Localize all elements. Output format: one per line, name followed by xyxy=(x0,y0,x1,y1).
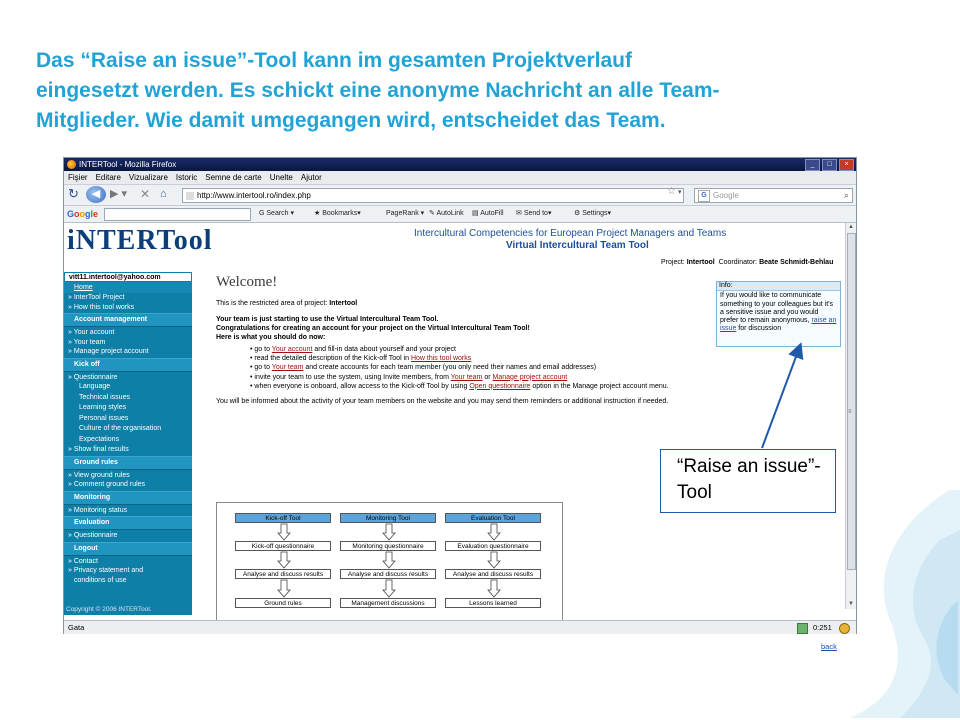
status-time: 0:251 xyxy=(813,623,832,632)
list-item: • when everyone is onboard, allow access to the Kick-off Tool by using Open questionnaire option in the Manage project account menu. xyxy=(250,382,669,390)
status-addon-icon[interactable] xyxy=(797,623,808,634)
toolbar-settings-button[interactable]: ⚙ Settings▾ xyxy=(574,210,612,217)
menu-bookmarks[interactable]: Semne de carte xyxy=(205,173,262,182)
favicon-icon xyxy=(186,192,194,200)
toolbar-bookmarks-button[interactable]: ★ Bookmarks▾ xyxy=(314,210,361,217)
slide-title xyxy=(36,46,936,136)
intro-bold-2: Congratulations for creating an account for your project on the Virtual Intercultural Team Tool! xyxy=(216,325,530,332)
project-line: Project: Intertool Coordinator: Beate Schmidt-Behlau xyxy=(661,259,834,266)
menu-view[interactable]: Vizualizare xyxy=(128,173,168,182)
status-bar xyxy=(64,620,856,634)
bookmark-star-icon[interactable]: ☆ xyxy=(667,186,676,197)
menu-edit[interactable]: Editare xyxy=(95,173,121,182)
sidebar-item-monitoring-status[interactable]: » Monitoring status xyxy=(68,506,128,514)
toolbar-autofill-button[interactable]: ▤ AutoFill xyxy=(472,210,504,217)
sidebar-subitem[interactable]: Culture of the organisation xyxy=(79,425,162,432)
google-search-icon: G xyxy=(698,190,710,202)
flow-step: Ground rules xyxy=(235,598,331,608)
sidebar-item-home[interactable]: Home xyxy=(64,282,192,293)
close-button[interactable]: × xyxy=(839,159,854,171)
scroll-thumb[interactable] xyxy=(847,233,856,570)
menu-help[interactable]: Ajutor xyxy=(300,173,322,182)
browser-titlebar xyxy=(64,158,856,171)
sidebar-head-evaluation: Evaluation xyxy=(64,516,192,530)
toolbar-pagerank: PageRank ▾ xyxy=(386,210,425,217)
sidebar-item-intertool-project[interactable]: » InterTool Project xyxy=(68,294,125,301)
sidebar-subitem[interactable]: Learning styles xyxy=(79,404,127,411)
site-header-line1: Intercultural Competencies for European Project Managers and Teams xyxy=(414,228,727,239)
sidebar-subitem[interactable]: Technical issues xyxy=(79,393,130,401)
window-title: INTERTool - Mozilla Firefox xyxy=(79,160,177,169)
menu-history[interactable]: Istoric xyxy=(175,173,198,182)
search-icon[interactable]: ⌕ xyxy=(843,190,849,200)
scroll-down-icon[interactable]: ▼ xyxy=(848,601,854,607)
url-bar[interactable] xyxy=(182,188,684,203)
minimize-button[interactable]: _ xyxy=(805,159,820,171)
search-input[interactable] xyxy=(694,188,853,203)
flow-step: Analyse and discuss results xyxy=(445,569,541,579)
list-item: • go to Your team and create accounts for each team member (you only need their names and email addresses) xyxy=(250,364,597,372)
informed-text: You will be informed about the activity of your team members on the website and you may send them reminders or additional instruction if needed. xyxy=(216,398,669,406)
window-controls xyxy=(805,159,854,171)
tool-flow-diagram xyxy=(216,502,563,624)
google-toolbar-search[interactable] xyxy=(104,208,251,221)
sidebar-head-kickoff: Kick off xyxy=(64,358,192,372)
sidebar-item-your-account[interactable]: » Your account xyxy=(68,329,115,336)
todo-list xyxy=(250,345,846,391)
maximize-button[interactable]: □ xyxy=(822,159,837,171)
slide-title-line: Das “Raise an issue”-Tool kann im gesamten Projektverlauf xyxy=(36,49,632,72)
navigation-bar xyxy=(64,185,856,206)
menu-tools[interactable]: Unelte xyxy=(269,173,293,182)
sidebar-item-privacy[interactable]: » Privacy statement and xyxy=(68,567,144,574)
info-text: If you would like to communicate something to your colleagues but it's a sensitive issue and you would prefer to remain anonymous, raise an issue for discussion xyxy=(720,292,837,333)
sidebar-item-show-final-results[interactable]: » Show final results xyxy=(68,446,129,453)
link-how-this-tool-works[interactable]: How this tool works xyxy=(410,355,472,363)
flow-step: Management discussions xyxy=(340,598,436,608)
flow-step: Evaluation questionnaire xyxy=(445,541,541,551)
url-dropdown-icon[interactable]: ▾ xyxy=(678,189,682,196)
sidebar-subitem[interactable]: Language xyxy=(79,383,111,390)
url-text: http://www.intertool.ro/index.php xyxy=(197,191,311,200)
vertical-scrollbar[interactable] xyxy=(845,223,856,609)
copyright-text: Copyright © 2006 INTERTool. xyxy=(64,604,192,615)
flow-step: Lessons learned xyxy=(445,598,541,608)
menu-file[interactable]: Fişier xyxy=(68,173,88,182)
browser-window xyxy=(63,157,857,651)
sidebar-user-email: vitt11.intertool@yahoo.com xyxy=(64,272,192,282)
forward-button[interactable]: ▶ ▾ xyxy=(110,188,128,200)
reload-icon[interactable]: ↻ xyxy=(68,186,79,201)
toolbar-search-button[interactable]: G Search ▾ xyxy=(259,210,295,217)
raise-an-issue-link[interactable]: raise an issue xyxy=(720,317,837,333)
back-link[interactable]: back xyxy=(821,642,837,651)
back-button[interactable]: ◀ xyxy=(86,186,106,203)
firefox-icon xyxy=(67,160,76,169)
sidebar-subitem[interactable]: Expectations xyxy=(79,435,120,443)
sidebar xyxy=(64,272,192,610)
sidebar-head-monitoring: Monitoring xyxy=(64,491,192,505)
intertool-logo: iNTERTool xyxy=(67,225,213,256)
flow-kickoff-tool: Kick-off Tool xyxy=(235,513,331,523)
welcome-heading: Welcome! xyxy=(216,274,278,290)
link-your-team[interactable]: Your team xyxy=(271,364,304,372)
site-header-line2: Virtual Intercultural Team Tool xyxy=(506,240,649,251)
flow-step: Analyse and discuss results xyxy=(235,569,331,579)
intro-bold-1: Your team is just starting to use the Virtual Intercultural Team Tool. xyxy=(216,316,439,323)
list-item: • go to Your account and fill-in data about yourself and your project xyxy=(250,346,456,353)
stop-button[interactable]: ✕ xyxy=(140,187,151,201)
slide-title-line: Mitglieder. Wie damit umgegangen wird, entscheidet das Team. xyxy=(36,109,666,132)
scroll-up-icon[interactable]: ▲ xyxy=(848,224,854,230)
toolbar-autolink-button[interactable]: ✎ AutoLink xyxy=(429,210,464,217)
status-text: Gata xyxy=(68,623,85,632)
link-your-account[interactable]: Your account xyxy=(271,346,313,353)
sidebar-item-contact[interactable]: » Contact xyxy=(68,557,98,565)
link-manage-project-account[interactable]: Manage project account xyxy=(492,373,568,381)
sidebar-subitem[interactable]: Personal issues xyxy=(79,414,129,422)
sidebar-item-how-this-tool-works[interactable]: » How this tool works xyxy=(68,303,135,311)
search-placeholder: Google xyxy=(713,191,739,200)
link-open-questionnaire[interactable]: Open questionnaire xyxy=(469,382,531,390)
info-box xyxy=(716,281,841,347)
menu-bar xyxy=(64,171,856,185)
flow-evaluation-tool: Evaluation Tool xyxy=(445,513,541,523)
sidebar-item-manage-project-account[interactable]: » Manage project account xyxy=(68,348,149,355)
sidebar-item-questionnaire[interactable]: » Questionnaire xyxy=(68,373,118,381)
sidebar-item-evaluation-questionnaire[interactable]: » Questionnaire xyxy=(68,532,118,539)
sidebar-item-comment-ground-rules[interactable]: » Comment ground rules xyxy=(68,481,146,488)
sidebar-item-logout[interactable]: Logout xyxy=(64,542,192,556)
sidebar-item-your-team[interactable]: » Your team xyxy=(68,338,106,346)
slide-title-line: eingesetzt werden. Es schickt eine anonyme Nachricht an alle Team- xyxy=(36,79,720,102)
flow-arrows xyxy=(217,503,562,623)
list-item: • invite your team to use the system, using Invite members, from Your team or Manage project account xyxy=(250,373,568,381)
flow-step: Analyse and discuss results xyxy=(340,569,436,579)
flow-monitoring-tool: Monitoring Tool xyxy=(340,513,436,523)
link-your-team-2[interactable]: Your team xyxy=(450,373,483,381)
google-logo: Google xyxy=(67,209,99,219)
flow-step: Kick-off questionnaire xyxy=(235,541,331,551)
raise-an-issue-callout: “Raise an issue”-Tool xyxy=(660,449,836,513)
google-toolbar xyxy=(64,206,856,223)
toolbar-sendto-button[interactable]: ✉ Send to▾ xyxy=(516,210,552,217)
info-heading: Info: xyxy=(717,282,840,291)
flow-step: Monitoring questionnaire xyxy=(340,541,436,551)
list-item: • read the detailed description of the Kick-off Tool in How this tool works xyxy=(250,355,472,363)
sidebar-head-account: Account management xyxy=(64,313,192,327)
sidebar-head-ground-rules: Ground rules xyxy=(64,456,192,470)
restricted-text: This is the restricted area of project: Intertool xyxy=(216,300,358,307)
scroll-grip-icon: ≡ xyxy=(848,409,852,415)
home-button[interactable]: ⌂ xyxy=(160,188,167,200)
status-smiley-icon[interactable] xyxy=(839,623,850,634)
sidebar-item-view-ground-rules[interactable]: » View ground rules xyxy=(68,471,130,479)
sidebar-item-privacy-cont[interactable]: conditions of use xyxy=(74,576,127,584)
intro-bold-3: Here is what you should do now: xyxy=(216,334,326,341)
